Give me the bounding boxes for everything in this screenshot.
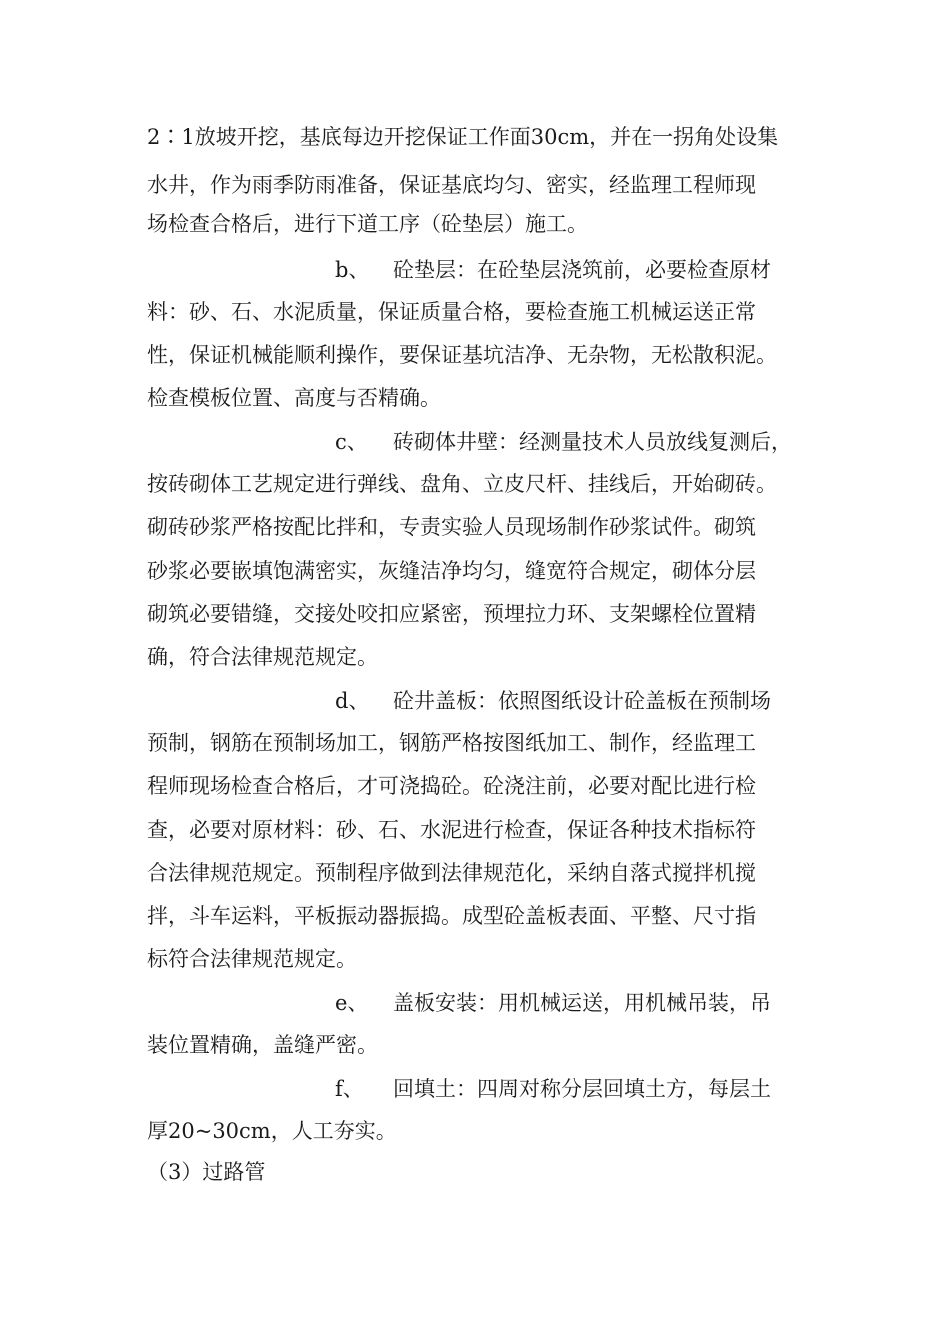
item-c-line-3: 砌砖砂浆严格按配比拌和，专责实验人员现场制作砂浆试件。砌筑 (147, 515, 756, 539)
item-b-line-4: 检查模板位置、高度与否精确。 (147, 386, 441, 410)
item-d-first-line: 砼井盖板：依照图纸设计砼盖板在预制场 (393, 689, 771, 713)
intro-line-3: 场检查合格后，进行下道工序（砼垫层）施工。 (147, 212, 588, 236)
item-c-line-2: 按砖砌体工艺规定进行弹线、盘角、立皮尺杆、挂线后，开始砌砖。 (147, 472, 777, 496)
section-heading: （3）过路管 (147, 1160, 266, 1184)
item-d-line-4: 查，必要对原材料：砂、石、水泥进行检查，保证各种技术指标符 (147, 818, 756, 842)
intro-line-2: 水井，作为雨季防雨准备，保证基底均匀、密实，经监理工程师现 (147, 173, 756, 197)
item-d-line-6: 拌，斗车运料，平板振动器振捣。成型砼盖板表面、平整、尺寸指 (147, 904, 756, 928)
item-e-marker: e、 (335, 991, 369, 1015)
item-d-line-2: 预制，钢筋在预制场加工，钢筋严格按图纸加工、制作，经监理工 (147, 731, 756, 755)
intro-line-1: 2∶1放坡开挖，基底每边开挖保证工作面30cm，并在一拐角处设集 (147, 125, 779, 149)
item-c-line-4: 砂浆必要嵌填饱满密实，灰缝洁净均匀，缝宽符合规定，砌体分层 (147, 559, 756, 583)
item-c-marker: c、 (335, 430, 368, 454)
item-d-line-5: 合法律规范规定。预制程序做到法律规范化，采纳自落式搅拌机搅 (147, 861, 756, 885)
item-f-first-line: 回填土：四周对称分层回填土方，每层土 (393, 1077, 771, 1101)
item-e-first-line: 盖板安装：用机械运送，用机械吊装，吊 (393, 991, 771, 1015)
item-b-marker: b、 (335, 258, 370, 282)
item-b-first-line: 砼垫层：在砼垫层浇筑前，必要检查原材 (393, 258, 771, 282)
item-d-line-3: 程师现场检查合格后，才可浇捣砼。砼浇注前，必要对配比进行检 (147, 774, 756, 798)
item-d-marker: d、 (335, 689, 370, 713)
item-c-line-5: 砌筑必要错缝，交接处咬扣应紧密，预埋拉力环、支架螺栓位置精 (147, 602, 756, 626)
item-f-line-2: 厚20~30cm，人工夯实。 (147, 1119, 397, 1143)
item-b-line-2: 料：砂、石、水泥质量，保证质量合格，要检查施工机械运送正常 (147, 300, 756, 324)
item-e-line-2: 装位置精确，盖缝严密。 (147, 1033, 378, 1057)
item-d-line-7: 标符合法律规范规定。 (147, 947, 357, 971)
item-c-first-line: 砖砌体井壁：经测量技术人员放线复测后， (393, 430, 792, 454)
item-c-line-6: 确，符合法律规范规定。 (147, 645, 378, 669)
item-f-marker: f、 (335, 1077, 364, 1101)
item-b-line-3: 性，保证机械能顺利操作，要保证基坑洁净、无杂物，无松散积泥。 (147, 343, 777, 367)
